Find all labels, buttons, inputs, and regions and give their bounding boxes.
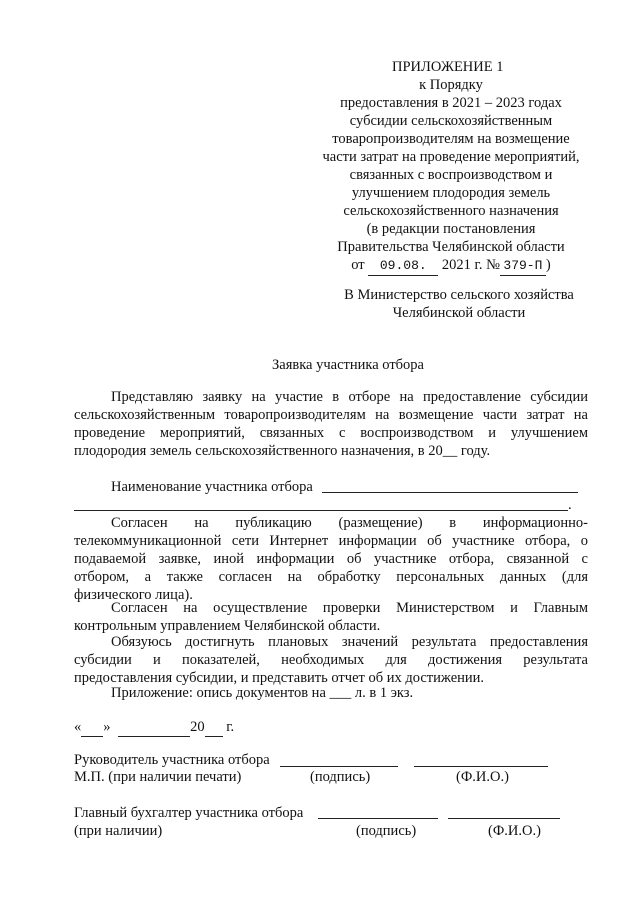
appendix-line: сельскохозяйственного назначения: [343, 203, 559, 219]
date-line: « » 20 г.: [74, 719, 235, 735]
accountant-signature-label: Главный бухгалтер участника отбора: [74, 805, 304, 821]
intro-paragraph: Представляю заявку на участие в отборе на предоставление субсидии сельскохозяйственным товаропроизводителям на возмещение части затрат на проведение мероприятий, связанных с воспроизводством и улучшением плодородия земель сельскохозяйственного назначения, в 20__ году.: [74, 389, 588, 459]
attachment-line: Приложение: опись документов на ___ л. в 1 экз.: [111, 685, 414, 701]
appendix-title: ПРИЛОЖЕНИЕ 1: [392, 59, 504, 75]
month-field[interactable]: [118, 718, 190, 737]
head-name-field[interactable]: [414, 766, 548, 767]
obligation-paragraph: Обязуюсь достигнуть плановых значений результата предоставления субсидии и показателей, необходимых для достижения результата предоставления субсидии, и представить отчет об их достижении.: [74, 634, 588, 686]
stamp-label: М.П. (при наличии печати): [74, 769, 242, 785]
day-field[interactable]: [81, 718, 103, 737]
accountant-name-field[interactable]: [448, 818, 560, 819]
signature-caption: (подпись): [310, 769, 371, 785]
amendment-date-line: от 09.08. 2021 г. № 379-П ): [300, 256, 602, 276]
head-signature-label: Руководитель участника отбора: [74, 752, 270, 768]
amendment-date: 09.08.: [368, 257, 438, 276]
appendix-line: к Порядку: [419, 77, 483, 93]
head-signature-field[interactable]: [280, 766, 398, 767]
participant-name-field-continuation[interactable]: [74, 510, 568, 511]
appendix-reference-block: [300, 76, 602, 276]
addressee-line: Челябинской области: [392, 305, 526, 321]
amendment-number: 379-П: [500, 257, 546, 276]
appendix-line: предоставления в 2021 – 2023 годах: [340, 95, 562, 111]
appendix-line: связанных с воспроизводством и: [349, 167, 553, 183]
name-caption: (Ф.И.О.): [488, 823, 541, 839]
signature-caption: (подпись): [356, 823, 417, 839]
addressee-block: [300, 286, 618, 322]
consent-paragraph: Согласен на публикацию (размещение) в информационно- телекоммуникационной сети Интернет информации об участнике отбора, о подаваемой заявке, иной информации об участнике отбора, связанной с отбором, а также согласен на обработку персональных данных (для физического лица).: [74, 515, 588, 603]
verification-consent-paragraph: Согласен на осуществление проверки Министерством и Главным контрольным управлением Челябинской области.: [74, 600, 588, 634]
addressee-line: В Министерство сельского хозяйства: [344, 287, 574, 303]
if-any-label: (при наличии): [74, 823, 163, 839]
appendix-line: Правительства Челябинской области: [337, 239, 565, 255]
appendix-line: улучшением плодородия земель: [351, 185, 551, 201]
appendix-line: субсидии сельскохозяйственным: [349, 113, 553, 129]
year-field[interactable]: [205, 718, 223, 737]
document-title: Заявка участника отбора: [272, 357, 424, 373]
participant-name-label: Наименование участника отбора: [111, 479, 313, 495]
appendix-line: товаропроизводителям на возмещение: [332, 131, 570, 147]
participant-name-period: .: [568, 497, 572, 513]
appendix-line: части затрат на проведение мероприятий,: [322, 149, 580, 165]
appendix-line: (в редакции постановления: [366, 221, 536, 237]
name-caption: (Ф.И.О.): [456, 769, 509, 785]
accountant-signature-field[interactable]: [318, 818, 438, 819]
participant-name-field[interactable]: [322, 492, 578, 493]
